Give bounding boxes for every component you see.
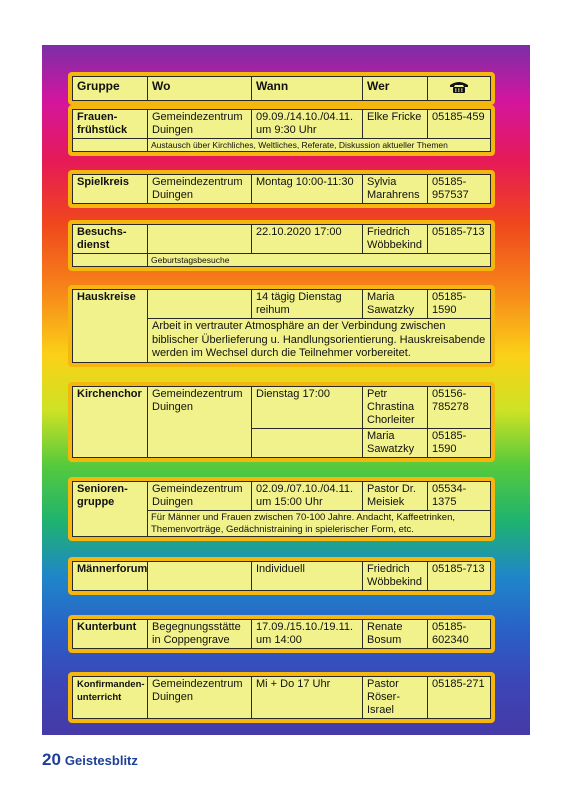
group-note: Geburtstagsbesuche [148,254,491,267]
group-location: Gemeindezentrum Duingen [148,677,252,719]
group-note: Arbeit in vertrauter Atmosphäre an der Verbindung zwischen biblischer Überlieferung u. Handlungsorientierung. Hauskreisabende werden im Wechsel durch die Teilnehmer vorbereitet. [148,319,491,363]
group-name: Senioren- gruppe [73,482,148,537]
group-name: Spielkreis [73,175,148,204]
group-contact: Elke Fricke [363,110,428,139]
group-location: Gemeindezentrum Duingen [148,110,252,139]
header-wann: Wann [252,77,363,101]
group-phone: 05185-459 [428,110,491,139]
group-contact: Maria Sawatzky [363,290,428,319]
group-phone: 05185-713 [428,225,491,254]
group-hauskreise [68,285,495,367]
header-gruppe: Gruppe [73,77,148,101]
header-telefon [428,77,491,101]
group-contact: Renate Bosum [363,620,428,649]
group-location: Gemeindezentrum Duingen [148,387,252,458]
group-contact: Petr Chrastina Chorleiter [363,387,428,429]
group-kirchenchor [68,382,495,462]
group-location [148,225,252,254]
group-time: Mi + Do 17 Uhr [252,677,363,719]
group-phone: 05185-713 [428,562,491,591]
group-name: Männerforum [73,562,148,591]
group-frauenfruehstueck [68,105,495,156]
group-contact: Friedrich Wöbbekind [363,562,428,591]
group-seniorengruppe [68,477,495,541]
group-spielkreis [68,170,495,208]
group-besuchsdienst [68,220,495,271]
group-phone: 05156-785278 [428,387,491,429]
group-contact: Pastor Dr. Meisiek [363,482,428,511]
group-name: Kunterbunt [73,620,148,649]
telephone-icon [448,80,470,94]
group-name: Besuchs- dienst [73,225,148,254]
group-kunterbunt [68,615,495,653]
group-time: 22.10.2020 17:00 [252,225,363,254]
group-contact: Friedrich Wöbbekind [363,225,428,254]
group-time: Individuell [252,562,363,591]
group-location: Gemeindezentrum Duingen [148,482,252,511]
group-name: Hauskreise [73,290,148,363]
group-time: 17.09./15.10./19.11. um 14:00 [252,620,363,649]
group-time: Dienstag 17:00 [252,387,363,429]
group-maennerforum [68,557,495,595]
group-time: 14 tägig Dienstag reihum [252,290,363,319]
group-phone-2: 05185-1590 [428,429,491,458]
group-time: 09.09./14.10./04.11. um 9:30 Uhr [252,110,363,139]
magazine-title: Geistesblitz [64,753,138,768]
group-contact: Pastor Röser-Israel [363,677,428,719]
group-location: Gemeindezentrum Duingen [148,175,252,204]
group-phone: 05185-271 [428,677,491,719]
group-phone: 05185-1590 [428,290,491,319]
page-number: 20 [42,750,61,769]
group-phone: 05534-1375 [428,482,491,511]
table-header [68,72,495,105]
group-contact: Sylvia Marahrens [363,175,428,204]
header-wer: Wer [363,77,428,101]
page-footer [42,750,138,770]
group-note: Für Männer und Frauen zwischen 70-100 Jahre. Andacht, Kaffeetrinken, Themenvorträge, Gedächnistraining in spielerischer Form, etc. [148,511,491,537]
group-location [148,562,252,591]
group-location [148,290,252,319]
group-name: Konfirmanden- unterricht [73,677,148,719]
group-time: 02.09./07.10./04.11. um 15:00 Uhr [252,482,363,511]
group-konfirmandenunterricht [68,672,495,723]
group-contact-2: Maria Sawatzky [363,429,428,458]
group-phone: 05185-602340 [428,620,491,649]
group-name: Kirchenchor [73,387,148,458]
group-note: Austausch über Kirchliches, Weltliches, Referate, Diskussion aktueller Themen [148,139,491,152]
group-phone: 05185-957537 [428,175,491,204]
header-wo: Wo [148,77,252,101]
group-location: Begegnungsstätte in Coppengrave [148,620,252,649]
group-time: Montag 10:00-11:30 [252,175,363,204]
group-name: Frauen- frühstück [73,110,148,139]
